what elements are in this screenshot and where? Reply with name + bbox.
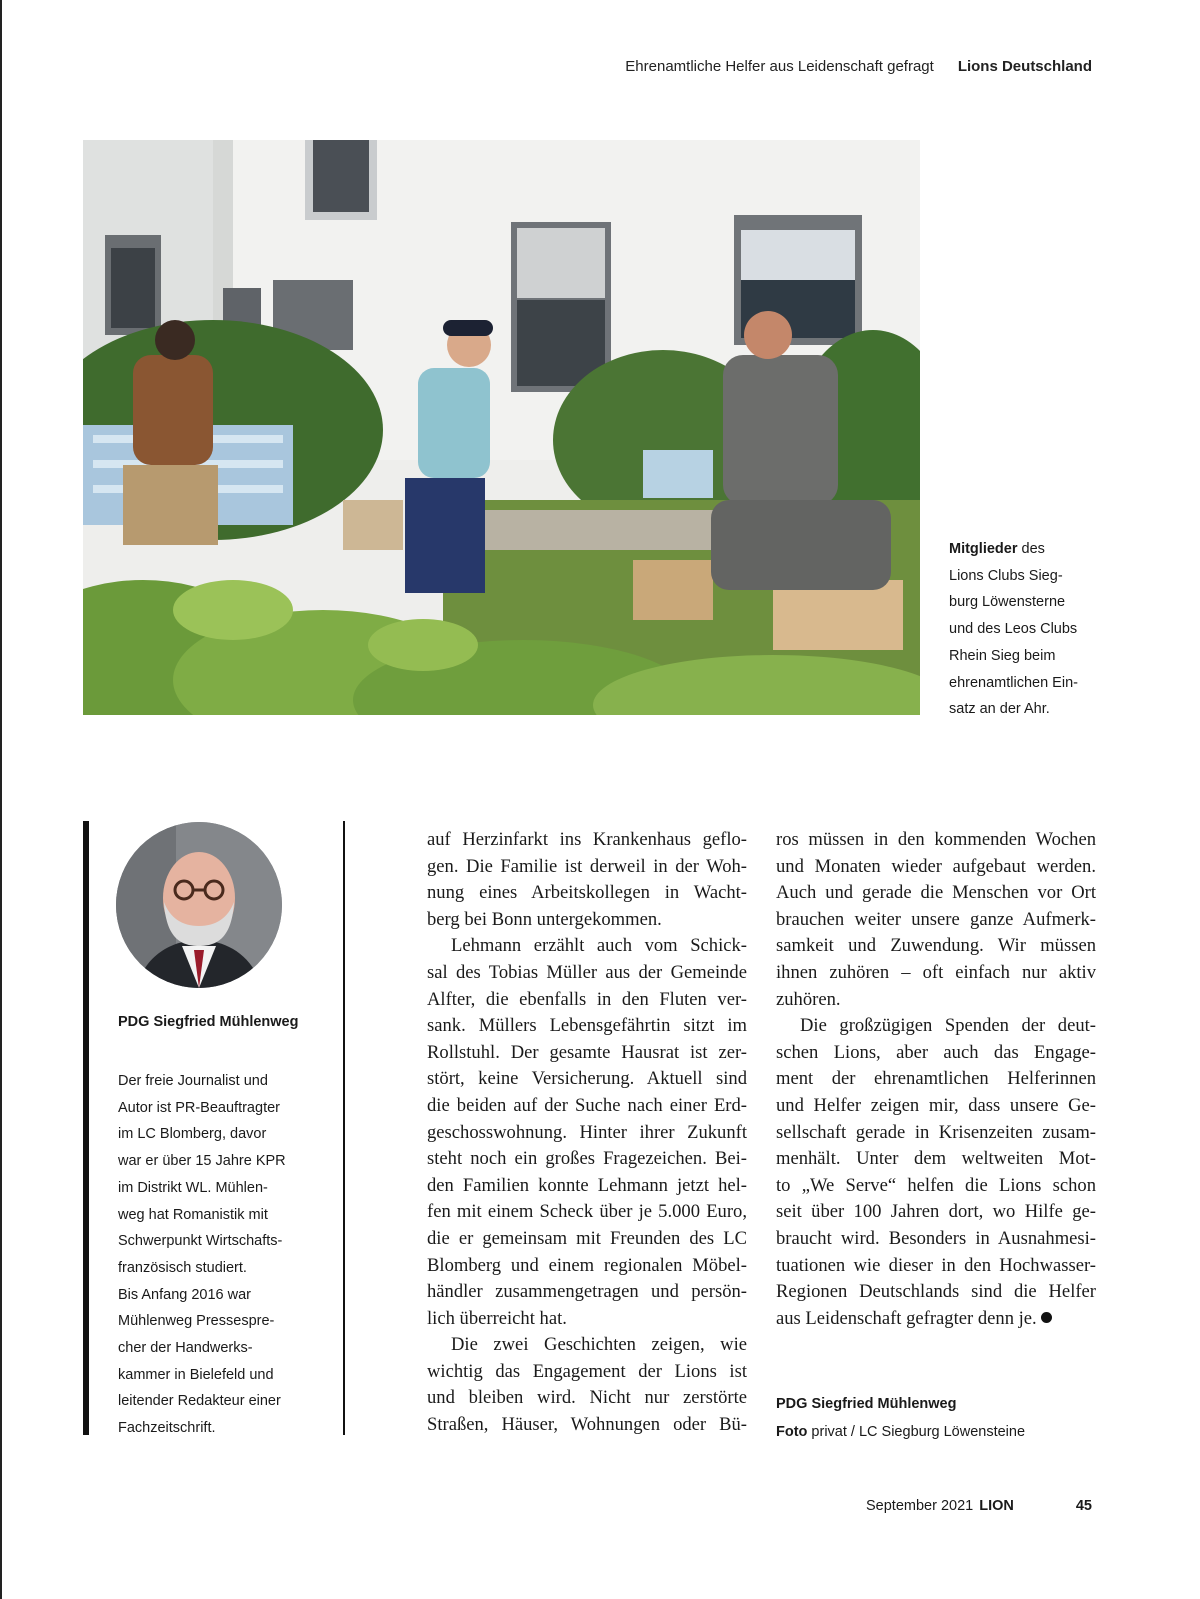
- caption-lead: Mitglieder: [949, 541, 1018, 557]
- text-line: zuhören.: [776, 988, 841, 1010]
- bio-line: leitender Redakteur einer: [118, 1393, 281, 1410]
- text-line: samkeit und Zuwendung. Wir müssen: [776, 935, 1096, 957]
- text-line: gen. Die Familie ist derweil in der Woh-: [427, 855, 747, 877]
- credit-author: PDG Siegfried Mühlenweg: [776, 1396, 957, 1412]
- text-line: steht noch ein großes Fragezeichen. Bei-: [427, 1148, 747, 1170]
- text-line: geschosswohnung. Hinter ihrer Zukunft: [427, 1121, 747, 1143]
- text-line: brauchen weiter unsere ganze Aufmerk-: [776, 908, 1096, 930]
- bio-line: im LC Blomberg, davor: [118, 1126, 267, 1143]
- bio-line: Fachzeitschrift.: [118, 1420, 216, 1437]
- article-credits: [776, 1390, 1025, 1446]
- running-header: [625, 58, 1092, 75]
- caption-line: burg Löwensterne: [949, 594, 1066, 611]
- text-line: Auch und gerade die Menschen vor Ort: [776, 882, 1096, 904]
- header-section-title: Ehrenamtliche Helfer aus Leidenschaft gefragt: [625, 58, 934, 75]
- article-column-1: [427, 827, 747, 1439]
- text-line: Die zwei Geschichten zeigen, wie: [451, 1334, 747, 1356]
- text-line: händler zusammengetragen und persön-: [427, 1281, 747, 1303]
- text-line: seit über 100 Jahren dort, wo Hilfe ge-: [776, 1201, 1096, 1223]
- footer-magazine: LION: [979, 1498, 1014, 1514]
- text-line: und bleiben wird. Nicht nur zerstörte: [427, 1387, 747, 1409]
- credit-photo-label: Foto: [776, 1424, 808, 1440]
- text-line: tuationen wie dieser in den Hochwasser-: [776, 1254, 1096, 1276]
- footer-issue: September 2021: [866, 1498, 974, 1514]
- bio-line: cher der Handwerks-: [118, 1340, 253, 1357]
- text-line: Alfter, die ebenfalls in den Fluten ver-: [427, 988, 747, 1010]
- page-number: 45: [1075, 1498, 1092, 1514]
- text-line: Rollstuhl. Der gesamte Hausrat ist zer-: [427, 1041, 747, 1063]
- text-line-final: [776, 1306, 1096, 1333]
- end-of-article-icon: [1041, 1312, 1052, 1323]
- bio-line: Autor ist PR-Beauftragter: [118, 1099, 280, 1116]
- caption-line: des: [1017, 541, 1045, 557]
- text-line: wichtig das Engagement der Lions ist: [427, 1360, 747, 1382]
- sidebar-author-bio: [118, 1068, 318, 1442]
- text-line: ment der ehrenamtlichen Helferinnen: [776, 1068, 1096, 1090]
- text-line: ihnen zuhören – oft einfach nur aktiv: [776, 961, 1096, 983]
- bio-line: französisch studiert.: [118, 1259, 247, 1276]
- article-column-2: [776, 827, 1096, 1332]
- photo-caption: [949, 536, 1099, 723]
- header-brand: Lions Deutschland: [957, 58, 1092, 75]
- bio-line: Schwerpunkt Wirtschafts-: [118, 1233, 283, 1250]
- text-line: Straßen, Häuser, Wohnungen oder Bü-: [427, 1414, 747, 1436]
- text-line: berg bei Bonn untergekommen.: [427, 908, 662, 930]
- text-line: sal des Tobias Müller aus der Gemeinde: [427, 961, 747, 983]
- bio-line: im Distrikt WL. Mühlen-: [118, 1179, 268, 1196]
- text-line-final-text: aus Leidenschaft gefragter denn je.: [776, 1307, 1037, 1329]
- bio-line: Bis Anfang 2016 war: [118, 1286, 252, 1303]
- text-line: ros müssen in den kommenden Wochen: [776, 829, 1096, 850]
- text-line: und Monaten wieder aufgebaut werden.: [776, 855, 1096, 877]
- sidebar-right-rule: [343, 821, 345, 1435]
- text-line: den Familien konnte Lehmann jetzt hel-: [427, 1174, 747, 1196]
- text-line: nung eines Arbeitskollegen in Wacht-: [427, 882, 747, 904]
- text-line: menhält. Unter dem weltweiten Mot-: [776, 1148, 1096, 1170]
- text-line: und Helfer zeigen mir, dass unsere Ge-: [776, 1094, 1096, 1116]
- caption-line: satz an der Ahr.: [949, 701, 1050, 718]
- caption-line: ehrenamtlichen Ein-: [949, 674, 1078, 691]
- page-footer: [866, 1498, 1092, 1514]
- text-line: Regionen Deutschlands sind die Helfer: [776, 1281, 1096, 1303]
- bio-line: war er über 15 Jahre KPR: [118, 1153, 286, 1170]
- text-line: Blomberg und einem regionalen Möbel-: [427, 1254, 747, 1276]
- text-line: to „We Serve“ helfen die Lions schon: [776, 1174, 1096, 1196]
- caption-line: Lions Clubs Sieg-: [949, 567, 1063, 584]
- text-line: stört, keine Versicherung. Aktuell sind: [427, 1068, 747, 1090]
- text-line: Die großzügigen Spenden der deut-: [800, 1015, 1096, 1037]
- sidebar-author-name: PDG Siegfried Mühlenweg: [118, 1014, 299, 1030]
- sidebar-left-rule: [83, 821, 89, 1435]
- text-line: schen Lions, aber auch das Engage-: [776, 1041, 1096, 1063]
- bio-line: kammer in Bielefeld und: [118, 1366, 274, 1383]
- text-line: die beiden auf der Suche nach einer Erd-: [427, 1094, 747, 1116]
- article-photo: [83, 140, 920, 715]
- bio-line: Der freie Journalist und: [118, 1073, 268, 1089]
- text-line: sank. Müllers Lebensgefährtin sitzt im: [427, 1015, 747, 1037]
- caption-line: und des Leos Clubs: [949, 621, 1078, 638]
- page-edge-line: [0, 0, 2, 1599]
- text-line: auf Herzinfarkt ins Krankenhaus geflo-: [427, 829, 747, 850]
- bio-line: weg hat Romanistik mit: [118, 1206, 268, 1223]
- credit-photo-source: privat / LC Siegburg Löwensteine: [807, 1424, 1026, 1440]
- bio-line: Mühlenweg Pressespre-: [118, 1313, 275, 1330]
- text-line: Lehmann erzählt auch vom Schick-: [451, 935, 747, 957]
- text-line: sellschaft gerade in Krisenzeiten zusam-: [776, 1121, 1096, 1143]
- caption-line: Rhein Sieg beim: [949, 647, 1056, 664]
- text-line: lich überreicht hat.: [427, 1307, 567, 1329]
- author-portrait: [116, 822, 282, 988]
- text-line: die er gemeinsam mit Freunden des LC: [427, 1227, 747, 1249]
- text-line: braucht wird. Besonders in Ausnahmesi-: [776, 1227, 1096, 1249]
- text-line: fen mit einem Scheck über je 5.000 Euro,: [427, 1201, 747, 1223]
